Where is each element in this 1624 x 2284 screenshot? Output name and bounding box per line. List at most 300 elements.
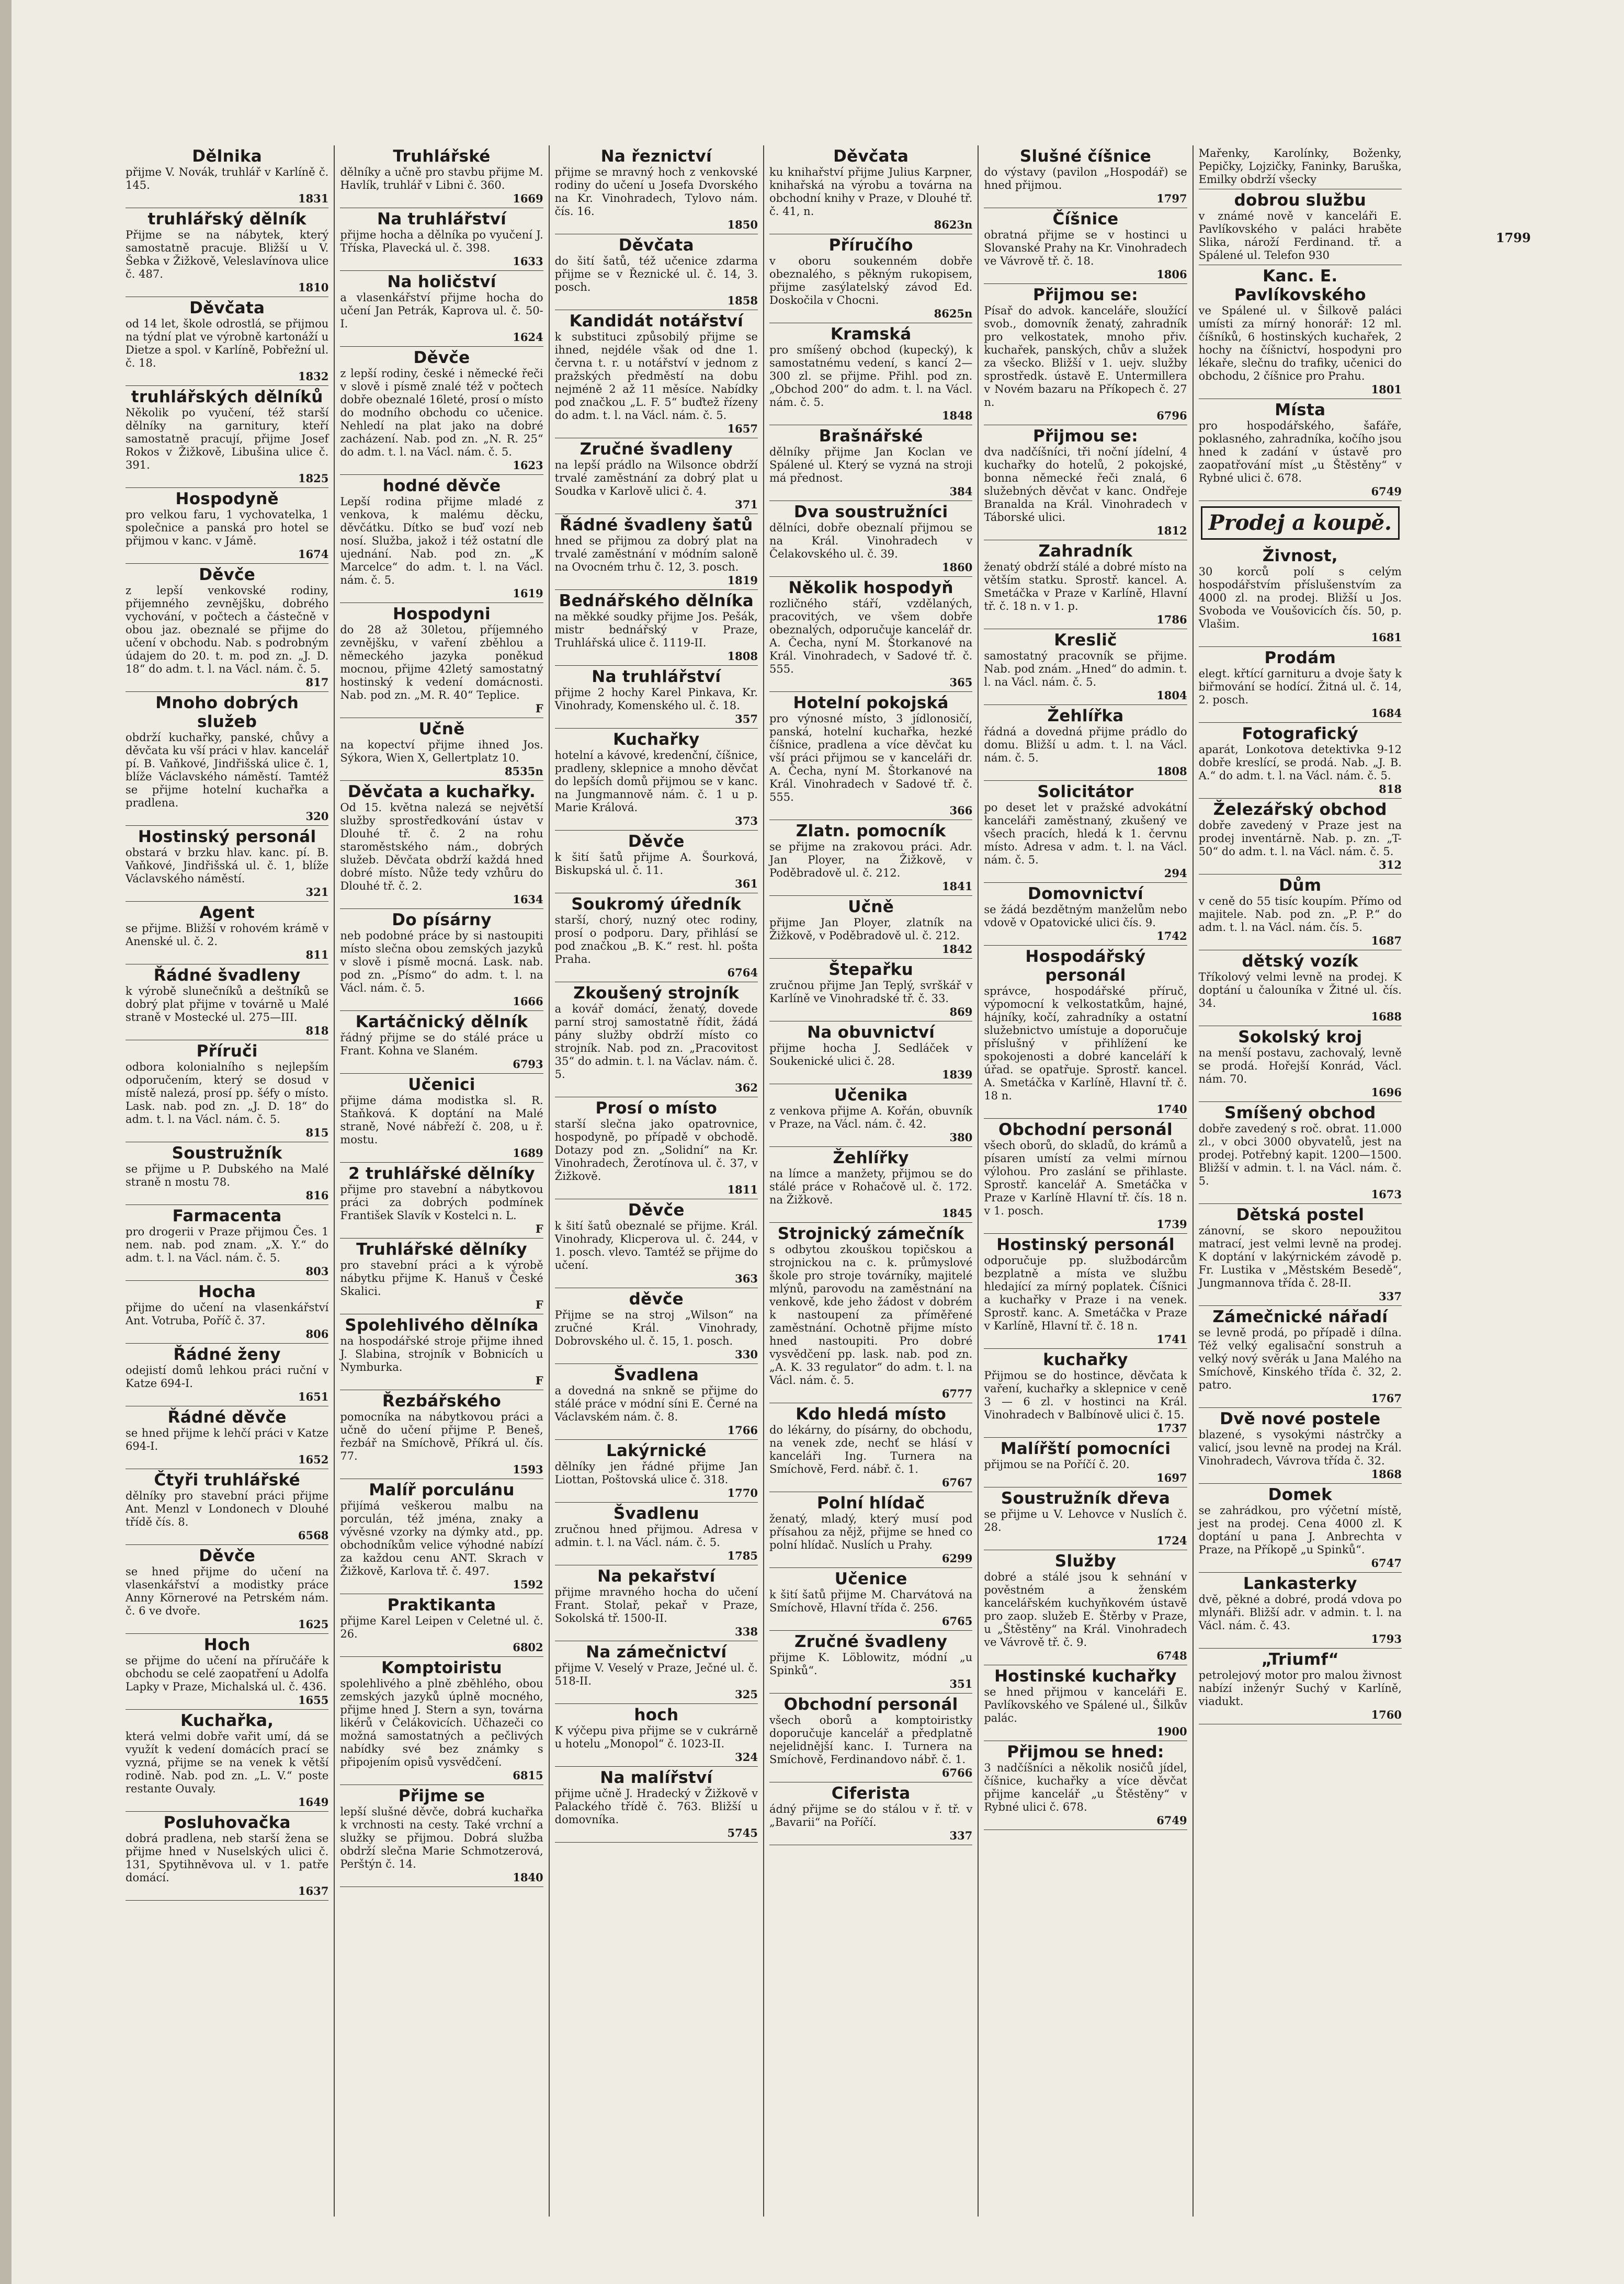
ad-text: přijme dáma modistka sl. R. Staňková. K doptání na Malé straně, Nové nábřeží č. 208, u ř. mostu. <box>340 1094 543 1146</box>
ad-number: 6568 <box>298 1529 329 1542</box>
ad-heading: Přijmou se: <box>1033 427 1138 446</box>
ad-text: starší slečna jako opatrovnice, hospodyně, po případě v obchodě. Dotazy pod zn. „Solidní“ na Kr. Vinohradech, Žerotínova ul. č. 37, v Žižkově. <box>554 1118 758 1183</box>
ad-heading: truhlářský dělník <box>147 210 306 229</box>
ad-heading: Domek <box>1268 1485 1333 1504</box>
ad-heading: Živnost, <box>1262 547 1338 565</box>
classified-ad <box>126 1205 328 1281</box>
classified-ad <box>555 145 758 234</box>
ad-text: dělníky jen řádné přijme Jan Liottan, Poštovská ulice č. 318. <box>554 1460 758 1486</box>
ad-number: 6802 <box>513 1641 543 1654</box>
ad-number: 8535n <box>504 765 543 778</box>
ad-heading: Kartáčnický dělník <box>355 1013 528 1031</box>
classified-ad <box>984 629 1187 705</box>
ad-number: 1687 <box>1371 934 1402 947</box>
ad-number: 1696 <box>1371 1086 1402 1099</box>
ad-heading: Dvě nové postele <box>1220 1410 1381 1428</box>
ad-text: ádný přijme se do stálou v ř. tř. v „Bavarii“ na Poříčí. <box>769 1803 973 1828</box>
ad-heading: Děvčata a kuchařky. <box>347 782 536 801</box>
classified-ad <box>126 692 328 826</box>
ad-number: 1825 <box>298 472 329 485</box>
ad-number: 1625 <box>298 1618 329 1631</box>
ad-number: 1623 <box>513 459 543 472</box>
ad-number: 1649 <box>298 1796 329 1809</box>
ad-heading: Děvče <box>413 348 470 367</box>
ad-text: řádná a dovedná přijme prádlo do domu. Bližší u adm. t. l. na Václ. nám. č. 5. <box>984 725 1187 764</box>
ad-number: 1681 <box>1371 631 1402 644</box>
ad-heading: Přijmou se hned: <box>1007 1743 1164 1762</box>
ad-heading: Strojnický zámečník <box>777 1224 964 1243</box>
ad-heading: Kreslič <box>1054 631 1117 650</box>
ad-number: 6764 <box>727 966 758 979</box>
ad-text: 30 korců polí s celým hospodářstvím příslušenstvím za 4000 zl. na prodej. Bližší u Jos. Svoboda ve Voušovicích čís. 50, p. Vlašim. <box>1198 565 1402 630</box>
ad-number: 1848 <box>941 409 973 422</box>
ad-text: přijme hocha J. Sedláček v Soukenické ulici č. 28. <box>769 1042 973 1067</box>
ad-text: se přijme. Bližší v rohovém krámě v Anenské ul. č. 2. <box>126 922 329 948</box>
ad-text: od 14 let, škole odrostlá, se přijmou na týdní plat ve výrobně kartonáží u Dietze a spol. v Karlíně, Pobřežní ul. č. 18. <box>126 317 329 369</box>
ad-number: 384 <box>949 485 973 498</box>
ad-heading: Na pekařství <box>597 1567 716 1586</box>
ad-number: 6793 <box>513 1058 543 1071</box>
classified-ad <box>769 323 972 425</box>
ad-text: a vlasenkářství přijme hocha do učení Jan Petrák, Kaprova ul. č. 50-I. <box>340 291 543 330</box>
ad-heading: Truhlářské <box>393 147 491 166</box>
ad-number: 371 <box>735 498 758 511</box>
ad-number: F <box>535 1222 543 1235</box>
ad-number: 1801 <box>1371 383 1402 396</box>
classified-ad <box>984 1349 1187 1438</box>
ad-heading: Děvče <box>628 832 685 851</box>
ad-text: rozličného stáří, vzdělaných, pracovitých, ve všem dobře obeznalých, odporučuje kancelář dr. A. Čecha, nyní M. Štorkanové na Král. Vinohradech, v Sadové tř. č. 555. <box>769 597 973 675</box>
ad-number: 1634 <box>513 893 543 906</box>
ad-text: a kovář domácí, ženatý, dovede parní stroj samostatně řídit, žádá pány služby obdrží místo co strojník. Nab. pod zn. „Pracovitost 35“ do admin. t. l. na Václav. nám. č. 5. <box>554 1003 758 1081</box>
ad-number: 6749 <box>1156 1814 1187 1827</box>
classified-ad <box>340 1163 543 1238</box>
classified-ad <box>769 1568 972 1631</box>
classified-ad <box>340 1785 543 1887</box>
ad-number: 1684 <box>1371 707 1402 720</box>
classified-ad <box>126 1710 328 1812</box>
ad-text: z lepší rodiny, české i německé řeči v slově i písmě znalé též v počtech dobře obeznalé 16leté, prosí o místo do modního obchodu co učenice. Nehledí na plat jako na dobré zacházení. Nab. pod zn. „N. R. 25“ do adm. t. l. na Václ. nám. č. 5. <box>340 367 543 458</box>
ad-text: spolehlivého a plně zběhlého, obou zemských jazyků úplně mocného, přijme hned J. Stern a syn, továrna likérů v Čelákovicích. Učhazeči co možná samostatných a pečlivých nabídky své bez známky s připojením opisů vysvědčení. <box>340 1677 543 1768</box>
classified-ad <box>769 1403 972 1492</box>
ad-number: 1770 <box>727 1486 758 1499</box>
ad-heading: Na holičství <box>387 272 496 291</box>
ad-heading: Ciferista <box>831 1784 911 1803</box>
ad-number: 811 <box>305 948 329 961</box>
ad-text: dvě, pěkné a dobré, prodá vdova po mlynáři. Bližší adr. v admin. t. l. na Václ. nám. č. 43. <box>1198 1593 1402 1632</box>
ad-text: K výčepu piva přijme se v cukrárně u hotelu „Monopol“ č. 1023-II. <box>554 1724 758 1750</box>
ad-heading: Posluhovačka <box>163 1813 291 1832</box>
classified-ad <box>126 386 328 488</box>
ad-text: Mařenky, Karolínky, Boženky, Pepičky, Lojzičky, Faninky, Baruška, Emilky obdrží všecky <box>1198 147 1402 186</box>
ad-heading: Hospodářský personál <box>1025 947 1146 985</box>
classified-ad <box>340 603 543 718</box>
classified-ad <box>555 1288 758 1364</box>
classified-ad <box>126 1142 328 1205</box>
classified-ad <box>984 1119 1187 1234</box>
ad-text: Několik po vyučení, též starší dělníky na garnitury, kteří samostatně pracují, přijme Josef Rokos v Žižkově, Libušina ulice č. 391. <box>126 406 329 471</box>
classified-ad <box>555 893 758 982</box>
classified-ad <box>340 1314 543 1390</box>
ad-heading: Železářský obchod <box>1213 800 1387 819</box>
ad-number: 324 <box>735 1751 758 1764</box>
classified-ad <box>555 438 758 514</box>
classified-ad <box>126 145 328 208</box>
classified-ad <box>769 896 972 959</box>
ad-heading: Na truhlářství <box>377 210 507 229</box>
ad-text: přijme V. Veselý v Praze, Ječné ul. č. 518-II. <box>554 1662 758 1687</box>
classified-ad <box>126 1812 328 1901</box>
ad-text: na límce a manžety, přijmou se do stálé práce v Rohačově ul. č. 172. na Žižkově. <box>769 1167 973 1206</box>
ad-text: pomocníka na nábytkovou práci a učně do učení přijme P. Beneš, řezbář na Smíchově, Příkrá ul. čís. 77. <box>340 1411 543 1462</box>
ad-number: 1624 <box>513 331 543 344</box>
classified-ad <box>984 540 1187 629</box>
ad-text: řádný přijme se do stálé práce u Frant. Kohna ve Slaném. <box>340 1031 543 1057</box>
ad-heading: Děvčata <box>618 236 694 255</box>
classified-ad <box>1199 1573 1402 1649</box>
classified-ad <box>1199 399 1402 501</box>
ad-number: 817 <box>305 676 329 689</box>
ad-heading: Na řeznictví <box>600 147 712 166</box>
ad-number: 1669 <box>513 192 543 205</box>
ad-heading: Bednářského dělníka <box>559 592 754 610</box>
ad-text: petrolejový motor pro malou živnost nabízí inženýr Suchý v Karlíně, viadukt. <box>1198 1669 1402 1708</box>
ad-heading: Agent <box>199 903 255 922</box>
ad-text: Od 15. května nalezá se největší služby sprostředkování ústav v Dlouhé tř. č. 2 na rohu staroměstského nám., dobrých služeb. Děvčata obdrží každá hned dobré místo. Nůže tedy vzhůru do Dlouhé tř. č. 2. <box>340 801 543 892</box>
ad-text: se hned přijmou v kanceláři E. Pavlíkovského ve Spálené ul., Šilkův palác. <box>984 1686 1187 1724</box>
column-2 <box>335 145 549 2217</box>
ad-number: 1674 <box>298 548 329 561</box>
ad-heading: Příručího <box>828 236 913 255</box>
ad-text: všech oborů a komptoiristky doporučuje kancelář a předplatně nejelidnější kanc. I. Turnera na Smíchově, Ferdinandovo nábř. č. 1. <box>769 1714 973 1766</box>
ad-number: 1633 <box>513 255 543 268</box>
ad-text: se přijme u V. Lehovce v Nuslích č. 28. <box>984 1508 1187 1533</box>
ad-heading: Slušné číšnice <box>1019 147 1152 166</box>
ad-text: se levně prodá, po případě i dílna. Též velký egalisační sonstruh a velký nový svěrák u Jana Malého na Smíchově, Kinského třída č. 32, 2. patro. <box>1198 1326 1402 1391</box>
ad-heading: Několik hospodyň <box>788 578 953 597</box>
ad-number: 1868 <box>1371 1468 1402 1481</box>
ad-text: dobré a stálé jsou k sehnání v pověstném a ženském kancelářském kuchyňkovém ústavě pro zaop. služeb E. Štěrby v Praze, u „Štěstěny“ na Král. Vinohradech ve Vávrově tř. č. 9. <box>984 1571 1187 1649</box>
ad-heading: Kanc. E. Pavlíkovského <box>1234 267 1366 304</box>
section-banner: Prodej a koupě. <box>1201 506 1400 540</box>
ad-heading: Řádné švadleny šatů <box>560 516 753 535</box>
classified-ad <box>769 820 972 896</box>
ad-text: odejistí domů lehkou práci ruční v Katze 694-I. <box>126 1364 329 1390</box>
ad-text: obratná přijme se v hostinci u Slovanské Prahy na Kr. Vinohradech ve Vávrově tř. č. 18. <box>984 229 1187 267</box>
classified-ad <box>1199 1306 1402 1408</box>
ad-heading: Kandidát notářství <box>569 312 744 331</box>
ad-heading: Učně <box>418 720 465 738</box>
ad-heading: Na truhlářství <box>592 667 721 686</box>
classified-ad <box>1199 265 1402 399</box>
classified-ad <box>555 1565 758 1641</box>
ad-heading: Malířští pomocníci <box>1000 1439 1171 1458</box>
classified-ad <box>769 1694 972 1782</box>
ad-number: 1739 <box>1156 1218 1187 1231</box>
ad-number: 816 <box>305 1189 329 1202</box>
ad-text: k šití šatů obeznalé se přijme. Král. Vinohrady, Klicperova ul. č. 244, v 1. posch. vlevo. Tamtéž se přijme do učení. <box>554 1220 758 1271</box>
classified-ad <box>984 705 1187 781</box>
classified-ad <box>984 946 1187 1119</box>
classified-ad <box>984 1665 1187 1741</box>
ad-number: 1858 <box>727 294 758 307</box>
classified-ad <box>340 475 543 603</box>
classified-ad <box>555 729 758 831</box>
ad-heading: Hocha <box>198 1282 256 1301</box>
ad-heading: Hostinské kuchařky <box>994 1667 1177 1686</box>
ad-heading: Prodám <box>1264 649 1336 667</box>
ad-heading: Na zámečnictví <box>586 1643 727 1662</box>
ad-heading: Prosí o místo <box>595 1099 718 1118</box>
ad-text: pro velkou faru, 1 vychovatelka, 1 společnice a panská pro hotel se přijmou v kanc. v Jámě. <box>126 508 329 547</box>
classified-ad <box>984 425 1187 540</box>
ad-number: 1831 <box>298 192 329 205</box>
classified-ad <box>984 1487 1187 1550</box>
ad-heading: Místa <box>1275 401 1326 419</box>
classified-ad <box>555 1503 758 1565</box>
ad-text: přijme mravného hocha do učení Frant. Stolař, pekař v Praze, Sokolská tř. 1500-II. <box>554 1586 758 1624</box>
ad-heading: 2 truhlářské dělníky <box>348 1164 535 1183</box>
ad-number: 1760 <box>1371 1708 1402 1721</box>
ad-heading: Čtyři truhlářské <box>154 1471 300 1490</box>
classified-ad <box>555 1440 758 1503</box>
classified-ad <box>1199 1102 1402 1204</box>
ad-number: 869 <box>949 1005 973 1018</box>
ad-text: přijme do učení na vlasenkářství Ant. Votruba, Poříč č. 37. <box>126 1301 329 1327</box>
ad-number: 1845 <box>941 1207 973 1220</box>
ad-number: 1793 <box>1371 1632 1402 1645</box>
ad-text: 3 nadčíšníci a několik nosičů jídel, číšnice, kuchařky a více děvčat přijme kancelář „u Štěstěny“ v Rybné ulici č. 678. <box>984 1762 1187 1813</box>
ad-heading: dobrou službu <box>1234 191 1367 210</box>
ad-heading: Solicitátor <box>1037 782 1134 801</box>
classified-ad <box>555 234 758 310</box>
ad-text: k šití šatů přijme M. Charvátová na Smíchově, Hlavní třída č. 256. <box>769 1588 973 1614</box>
ad-heading: Spolehlivého dělníka <box>345 1316 539 1335</box>
classified-columns <box>120 145 1407 2217</box>
ad-text: obdrží kuchařky, panské, chůvy a děvčata ku vší práci v hlav. kancelář pí. B. Vaňkové, Jindřišská ulice č. 1, blíže Václavského náměstí. Tamtéž se přijme hotelní kuchařka a pradlena. <box>126 731 329 809</box>
ad-text: starší, chorý, nuzný otec rodiny, prosí o podporu. Dary, přihlásí se pod značkou „B. K.“ rest. hl. pošta Praha. <box>554 914 758 965</box>
ad-heading: Děvče <box>628 1201 685 1220</box>
ad-text: na kopectví přijme ihned Jos. Sýkora, Wien X, Gellertplatz 10. <box>340 738 543 764</box>
ad-number: 330 <box>735 1348 758 1361</box>
ad-number: 1797 <box>1156 192 1187 205</box>
ad-text: Přijmou se do hostince, děvčata k vaření, kuchařky a sklepnice v ceně 3 — 6 zl. v hostinci na Král. Vinohradech v Balbínově ulici č. 15. <box>984 1369 1187 1421</box>
ad-heading: Dům <box>1279 876 1322 895</box>
ad-text: zručnou přijme Jan Teplý, svrškář v Karlíně ve Vinohradské tř. č. 33. <box>769 979 973 1005</box>
ad-number: 1839 <box>941 1068 973 1081</box>
ad-text: na lepší prádlo na Wilsonce obdrží trvalé zaměstnání za dobrý plat u Soudka v Karlově ulici č. 4. <box>554 459 758 497</box>
ad-number: 312 <box>1379 858 1402 871</box>
ad-heading: „Triumf“ <box>1261 1650 1339 1669</box>
ad-heading: Učně <box>848 897 894 916</box>
ad-number: 1742 <box>1156 929 1187 942</box>
ad-number: 1850 <box>727 218 758 231</box>
ad-number: 1689 <box>513 1146 543 1160</box>
ad-heading: Farmacenta <box>172 1207 282 1225</box>
ad-text: elegt. křtící garnituru a dvoje šaty k biřmování se hodící. Žitná ul. č. 14, 2. posch. <box>1198 667 1402 706</box>
classified-ad <box>340 271 543 347</box>
ad-number: 1652 <box>298 1453 329 1466</box>
ad-heading: Hospodyni <box>393 605 491 623</box>
classified-ad <box>126 1040 328 1142</box>
ad-heading: Zručné švadleny <box>794 1632 948 1651</box>
ad-text: v oboru soukenném dobře obeznalého, s pěkným rukopisem, přijme zasýlatelský závod Ed. Doskočila v Chocni. <box>769 255 973 306</box>
ad-heading: Žehlířky <box>833 1149 909 1167</box>
ad-number: 1666 <box>513 995 543 1008</box>
ad-text: dělníky a učně pro stavbu přijme M. Havlík, truhlář v Libni č. 360. <box>340 166 543 191</box>
column-6 <box>1194 145 1407 2217</box>
ad-text: se hned přijme k lehčí práci v Katze 694-I. <box>126 1427 329 1452</box>
ad-text: aparát, Lonkotova detektivka 9-12 dobře kreslící, se prodá. Nab. „J. B. A.“ do adm. t. l. na Václ. nám. č. 5. <box>1198 743 1402 782</box>
ad-text: dobře zavedený s roč. obrat. 11.000 zl., v obci 3000 obyvatelů, jest na prodej. Potřebný kapit. 1200—1500. Bližší v admin. t. l. na Václ. nám. č. 5. <box>1198 1122 1402 1187</box>
margin-number: 1799 <box>1496 230 1531 245</box>
ad-number: 6815 <box>513 1769 543 1782</box>
ad-text: zánovní, se skoro nepoužitou matrací, jest velmi levně na prodej. K doptání v lakýrnickém závodě p. Fr. Lustika v „Městském Besedě“, Jungmannova třída č. 28-II. <box>1198 1224 1402 1289</box>
ad-number: 6299 <box>941 1552 973 1565</box>
ad-text: v ceně do 55 tisíc koupím. Přímo od majitele. Nab. pod zn. „P. P.“ do adm. t. l. na Václ. nám. čís. 5. <box>1198 895 1402 934</box>
classified-ad <box>769 577 972 692</box>
classified-ad <box>769 1147 972 1223</box>
ad-text: po deset let v pražské advokátní kanceláři zaměstnaný, zkušený ve všech pracích, hledá k 1. červnu místo. Adresa v adm. t. l. na Václ. nám. č. 5. <box>984 801 1187 866</box>
classified-ad <box>340 347 543 475</box>
ad-number: 1655 <box>298 1694 329 1707</box>
ad-text: lepší slušné děvče, dobrá kuchařka k vrchnosti na cesty. Také vrchní a služky se přijmou. Dobrá služba obdrží slečna Marie Schmotzerová, Perštýn č. 14. <box>340 1805 543 1870</box>
column-4 <box>764 145 979 2217</box>
classified-ad <box>126 1406 328 1469</box>
ad-text: na měkké soudky přijme Jos. Pešák, mistr bednářský v Praze, Truhlářská ulice č. 1119-II. <box>554 610 758 649</box>
ad-number: F <box>535 1374 543 1387</box>
ad-text: na menší postavu, zachovalý, levně se prodá. Hořejší Konrád, Václ. nám. 70. <box>1198 1047 1402 1085</box>
ad-number: 6749 <box>1371 485 1402 498</box>
classified-ad <box>126 902 328 964</box>
ad-heading: Soustružník <box>172 1144 282 1163</box>
ad-heading: Zručné švadleny <box>580 440 733 459</box>
ad-text: se zahrádkou, pro výčetní místě, jest na prodej. Cena 4000 zl. K doptání u pana J. Anbrechta v Praze, na Příkopě „u Spinků“. <box>1198 1504 1402 1556</box>
classified-ad <box>1199 950 1402 1026</box>
ad-number: 321 <box>305 885 329 899</box>
ad-number: 357 <box>735 712 758 725</box>
ad-number: 1860 <box>941 561 973 574</box>
ad-heading: hoch <box>634 1706 679 1724</box>
ad-text: hotelní a kávové, kredenční, číšnice, pradleny, sklepnice a mnoho děvčat do lepších domů přijmou se v kanc. na Jungmannově nám. č. 1 u p. Marie Králová. <box>554 749 758 814</box>
ad-number: 6767 <box>941 1476 973 1489</box>
classified-ad <box>555 1199 758 1288</box>
ad-number: 1804 <box>1156 689 1187 702</box>
ad-heading: Švadlenu <box>613 1504 699 1523</box>
classified-ad <box>340 208 543 271</box>
ad-text: do 28 až 30letou, příjemného zevnějšku, v vaření zběhlou a německého jazyka poněkud mocnou, přijme 42letý samostatný hostinský k vedení domácnosti. Nab. pod zn. „M. R. 40“ Teplice. <box>340 623 543 701</box>
ad-text: ku knihařství přijme Julius Karpner, knihařská na výrobu a továrna na obchodní knihy v Praze, v Dlouhé tř. č. 41, n. <box>769 166 973 218</box>
ad-text: do šití šatů, též učenice zdarma přijme se v Řeznické ul. č. 14, 3. posch. <box>554 255 758 293</box>
classified-ad <box>1199 1026 1402 1102</box>
ad-number: 1737 <box>1156 1422 1187 1435</box>
classified-ad <box>1199 723 1402 799</box>
classified-ad <box>555 666 758 729</box>
ad-text: blazené, s vysokými nástrčky a valicí, jsou levně na prodej na Král. Vinohradech, Vávrova třída č. 32. <box>1198 1428 1402 1467</box>
ad-text: se žádá bezdětným manželům nebo vdově v Opatovické ulici čís. 9. <box>984 903 1187 929</box>
ad-text: přijme V. Novák, truhlář v Karlíně č. 145. <box>126 166 329 191</box>
ad-heading: Hostinský personál <box>138 827 316 846</box>
classified-ad <box>769 1782 972 1845</box>
ad-text: se hned přijme do učení na vlasenkářství a modistky práce Anny Körnerové na Petrském nám. č. 6 ve dvoře. <box>126 1565 329 1617</box>
ad-heading: kuchařky <box>1043 1350 1128 1369</box>
classified-ad <box>769 1223 972 1403</box>
classified-ad <box>984 1438 1187 1487</box>
ad-number: 803 <box>305 1265 329 1278</box>
ad-number: 1832 <box>298 370 329 383</box>
ad-number: 1740 <box>1156 1103 1187 1116</box>
classified-ad <box>769 234 972 323</box>
ad-number: 1592 <box>513 1578 543 1591</box>
ad-heading: Fotografický <box>1242 724 1359 743</box>
classified-ad <box>126 1545 328 1634</box>
ad-text: z venkova přijme A. Kořán, obuvník v Praze, na Václ. nám. č. 42. <box>769 1105 973 1130</box>
ad-number: F <box>535 1298 543 1311</box>
ad-text: přijme K. Löblowitz, módní „u Spinků“. <box>769 1651 973 1677</box>
ad-text: pro drogerii v Praze přijmou Čes. 1 nem. nab. pod znam. „X. Y.“ do adm. t. l. na Václ. nám. č. 5. <box>126 1225 329 1264</box>
ad-number: 351 <box>949 1677 973 1690</box>
ad-number: 1619 <box>513 587 543 600</box>
ad-text: pro výnosné místo, 3 jídlonosičí, panská, hotelní kuchařka, hezké číšnice, pradlena a více děvčat ku vší práci přijmou se v kanceláři dr. A. Čecha, nyní M. Štorkanové na Král. Vinohradech v Sadové tř. č. 555. <box>769 712 973 803</box>
ad-text: přijmou se na Poříčí č. 20. <box>984 1458 1130 1471</box>
ad-heading: Učenika <box>834 1086 908 1105</box>
column-5 <box>979 145 1193 2217</box>
ad-number: 1673 <box>1371 1188 1402 1201</box>
ad-heading: Komptoiristu <box>381 1658 502 1677</box>
ad-text: z lepší venkovské rodiny, přijemného zevnějšku, dobrého vychování, v počtech a částečně v obou jaz. obeznalé se přijme do učení v obchodu. Nab. s podrobným údajem do 20. t. m. pod zn. „J. D. 18“ do adm. t. l. na Václ. nám. č. 5. <box>126 584 329 675</box>
ad-number: 1697 <box>1156 1471 1187 1484</box>
classified-ad <box>340 1479 543 1594</box>
classified-ad <box>340 145 543 208</box>
classified-ad <box>769 1631 972 1694</box>
ad-number: 6765 <box>941 1615 973 1628</box>
ad-text: k substituci způsobilý přijme se ihned, nejdéle však od dne 1. června t. r. u notářství v jednom z pražských předměstí na dobu nejméně 2 až 11 měsíce. Nabídky pod značkou „L. F. 5“ buďtež řízeny do adm. t. l. na Václ. nám. č. 5. <box>554 331 758 422</box>
ad-heading: Děvče <box>199 565 256 584</box>
ad-number: 8623n <box>934 218 973 231</box>
classified-ad <box>555 1364 758 1440</box>
classified-ad <box>126 964 328 1040</box>
ad-heading: Učenice <box>834 1570 907 1588</box>
classified-ad <box>126 564 328 692</box>
classified-ad <box>555 514 758 590</box>
ad-text: přijme 2 hochy Karel Pinkava, Kr. Vinohrady, Komenského ul. č. 18. <box>554 686 758 712</box>
ad-text: samostatný pracovník se přijme. Nab. pod znám. „Hned“ do admin. t. l. na Václ. nám. č. 5. <box>984 650 1187 688</box>
ad-number: 365 <box>949 676 973 689</box>
ad-number: 1741 <box>1156 1333 1187 1346</box>
ad-heading: Děvčata <box>189 299 265 317</box>
ad-text: přijímá veškerou malbu na porculán, též jména, znaky a vývěsné vzorky na dýmky atd., pp. obchodníkům velice výhodné nabízí za každou cenu ANT. Skrach v Žižkově, Karlova tř. č. 497. <box>340 1499 543 1577</box>
ad-heading: Brašnářské <box>819 427 923 446</box>
ad-text: zručnou hned přijmou. Adresa v admin. t. l. na Václ. nám. č. 5. <box>554 1523 758 1549</box>
ad-heading: dětský vozík <box>1242 952 1359 971</box>
ad-heading: Dělnika <box>192 147 263 166</box>
ad-text: neb podobné práce by si nastoupiti místo slečna obou zemských jazyků v slově i písmě mocná. Lask. nab. pod zn. „Písmo“ do adm. t. l. na Václ. nám. č. 5. <box>340 929 543 994</box>
ad-text: Tříkolový velmi levně na prodej. K doptání u čalouníka v Žitné ul. čís. 34. <box>1198 971 1402 1009</box>
ad-number: 1724 <box>1156 1534 1187 1547</box>
classified-ad <box>555 1641 758 1704</box>
column-1 <box>120 145 335 2217</box>
classified-ad <box>984 1550 1187 1665</box>
classified-ad <box>1199 799 1402 874</box>
ad-text: dělníci, dobře obeznalí přijmou se na Král. Vinohradech v Čelakovského ul. č. 39. <box>769 521 973 560</box>
ad-heading: Číšnice <box>1052 210 1119 229</box>
ad-text: se přijme u P. Dubského na Malé straně n mostu 78. <box>126 1163 329 1188</box>
ad-number: 1806 <box>1156 268 1187 281</box>
ad-number: 1651 <box>298 1390 329 1403</box>
ad-text: do lékárny, do písárny, do obchodu, na venek zde, nechť se hlásí v kanceláři Ing. Turnera na Smíchově, Ferd. nábř. č. 1. <box>769 1424 973 1475</box>
ad-number: 337 <box>1379 1290 1402 1303</box>
classified-ad <box>126 1634 328 1710</box>
